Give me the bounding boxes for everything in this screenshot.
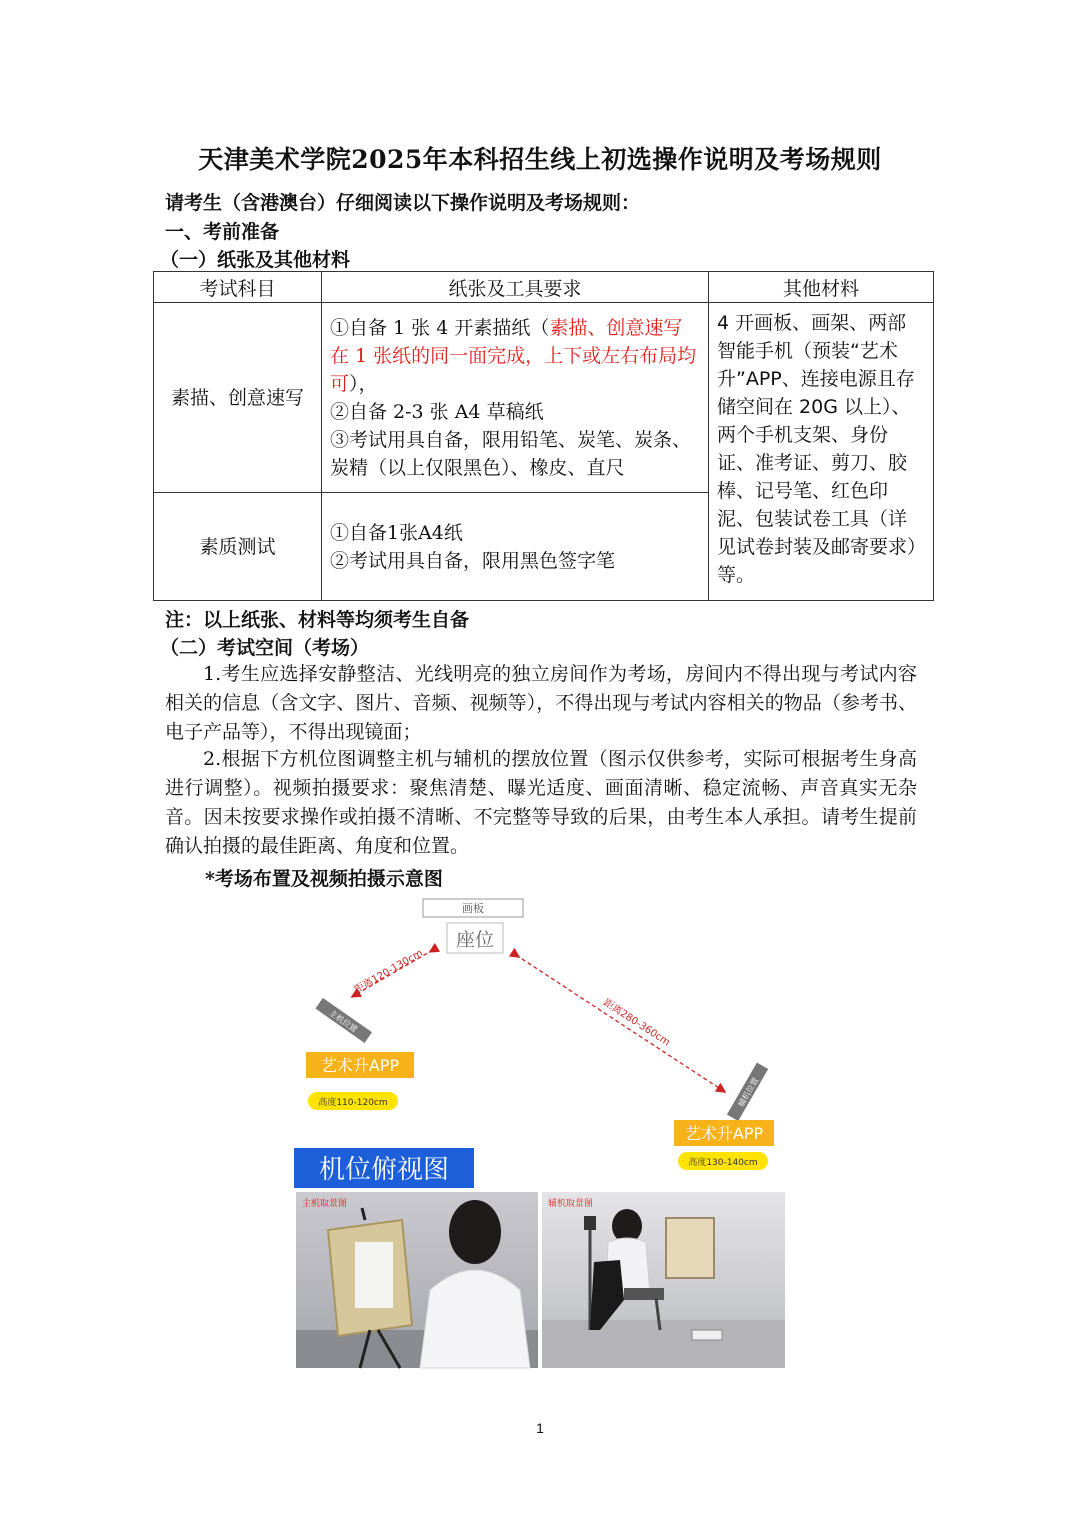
subsection-heading-2: （二）考试空间（考场） — [160, 637, 370, 659]
main-height-label: 高度110-120cm — [318, 1098, 388, 1108]
diagram-svg — [290, 890, 790, 1370]
req-text: ②自备 2-3 张 A4 草稿纸 — [330, 400, 544, 423]
seat-label: 座位 — [455, 929, 495, 951]
subject-cell: 素质测试 — [154, 493, 322, 601]
req-text: ）， — [349, 372, 378, 395]
aux-height-label: 高度130-140cm — [688, 1158, 758, 1168]
req-text: ①自备1张A4纸 — [330, 521, 463, 544]
exam-layout-diagram — [290, 890, 790, 1370]
table-header-row — [154, 272, 934, 303]
req-text: ②考试用具自备，限用黑色签字笔 — [330, 549, 616, 572]
main-view-photo — [296, 1192, 538, 1368]
req-text: ①自备 1 张 4 开素描纸（ — [330, 316, 550, 339]
main-view-label: 主机取景图 — [302, 1199, 348, 1209]
req-highlight: 素描、创意速写在 1 张纸的同一面完成，上下或左右布局均可 — [330, 316, 697, 395]
top-view-label: 机位俯视图 — [318, 1155, 450, 1185]
other-materials-cell: 4 开画板、画架、两部智能手机（预装“艺术升”APP、连接电源且存储空间在 20G 以上）、两个手机支架、身份证、准考证、剪刀、胶棒、记号笔、红色印泥、包装试卷工具（详见试卷封装及邮寄要求）等。 — [709, 303, 934, 601]
subject-cell: 素描、创意速写 — [154, 303, 322, 493]
diagram-caption: *考场布置及视频拍摄示意图 — [205, 868, 443, 890]
requirement-cell — [322, 303, 709, 493]
aux-view-photo — [542, 1192, 785, 1368]
main-distance-label: 距离120-130cm — [352, 947, 425, 996]
page-title: 天津美术学院2025年本科招生线上初选操作说明及考场规则 — [198, 145, 882, 174]
aux-distance-arrow — [516, 955, 722, 1090]
main-position-label: 主机位置 — [327, 1008, 359, 1035]
paragraph-1: 1.考生应选择安静整洁、光线明亮的独立房间作为考场，房间内不得出现与考试内容相关的信息（含文字、图片、音频、视频等），不得出现与考试内容相关的物品（参考书、电子产品等），不得出现镜面； — [165, 663, 917, 743]
aux-app-label: 艺术升APP — [684, 1124, 764, 1143]
aux-distance-label: 距离280-360cm — [601, 997, 672, 1049]
intro-text: 请考生（含港澳台）仔细阅读以下操作说明及考场规则： — [165, 192, 641, 214]
table-row — [154, 303, 934, 493]
subsection-heading-1: （一）纸张及其他材料 — [160, 249, 351, 271]
page-number: 1 — [536, 1420, 544, 1436]
req-text: ③考试用具自备，限用铅笔、炭笔、炭条、炭精（以上仅限黑色）、橡皮、直尺 — [330, 428, 692, 479]
paragraph-2: 2.根据下方机位图调整主机与辅机的摆放位置（图示仅供参考，实际可根据考生身高进行调整）。视频拍摄要求：聚焦清楚、曝光适度、画面清晰、稳定流畅、声音真实无杂音。因未按要求操作或拍摄不清晰、不完整等导致的后果，由考生本人承担。请考生提前确认拍摄的最佳距离、角度和位置。 — [165, 748, 917, 857]
note-text: 注：以上纸张、材料等均须考生自备 — [165, 609, 470, 631]
table-header: 其他材料 — [709, 272, 934, 303]
requirement-cell — [322, 493, 709, 601]
main-app-label: 艺术升APP — [320, 1056, 400, 1075]
board-label: 画板 — [462, 902, 484, 915]
aux-position-label: 辅机位置 — [736, 1076, 761, 1109]
table-header: 纸张及工具要求 — [322, 272, 709, 303]
materials-table — [153, 271, 934, 601]
aux-phone-icon — [727, 1063, 768, 1121]
section-heading-1: 一、考前准备 — [165, 221, 280, 243]
table-header: 考试科目 — [154, 272, 322, 303]
aux-view-label: 辅机取景图 — [548, 1199, 594, 1209]
main-phone-icon — [315, 998, 372, 1043]
